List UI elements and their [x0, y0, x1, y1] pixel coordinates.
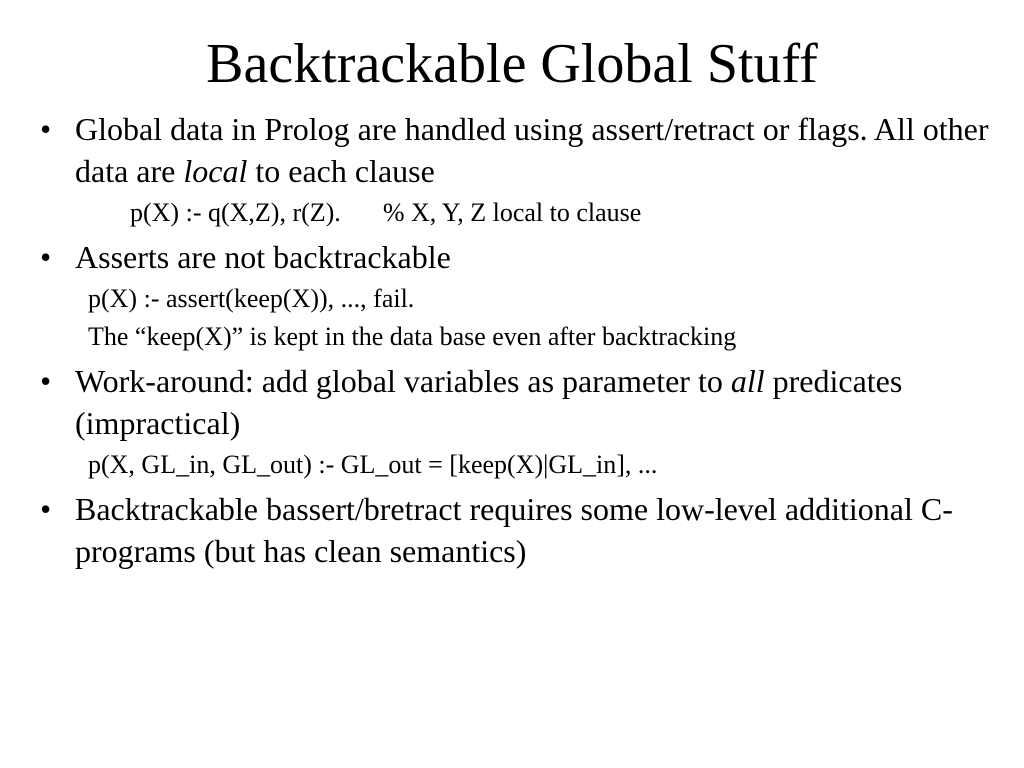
bullet-text-part: Work-around: add global variables as parameter to — [75, 363, 731, 399]
bullet-text-part: predicates (impractical) — [75, 363, 903, 441]
bullet-text: Asserts are not backtrackable — [75, 239, 451, 275]
bullet-text: Backtrackable bassert/bretract requires some low-level additional C-programs (but has clean semantics) — [75, 491, 953, 569]
bullet-text-part: Global data in Prolog are handled using assert/retract or flags. All other data are — [75, 111, 989, 189]
bullet-bassert — [40, 488, 1000, 572]
bullet-work-around — [40, 360, 1000, 444]
code-example-global-params: p(X, GL_in, GL_out) :- GL_out = [keep(X)|GL_in], ... — [88, 450, 658, 479]
code-example-assert: p(X) :- assert(keep(X)), ..., fail. — [88, 284, 415, 313]
bullet-dot-icon: • — [40, 111, 52, 147]
slide-body — [40, 108, 1000, 576]
bullet-global-data — [40, 108, 1000, 192]
bullet-dot-icon: • — [40, 239, 52, 275]
slide-title: Backtrackable Global Stuff — [206, 33, 818, 95]
bullet-dot-icon: • — [40, 363, 52, 399]
code-snippet: p(X) :- q(X,Z), r(Z). — [130, 198, 341, 227]
bullet-asserts — [40, 236, 1000, 278]
bullet-text-part: to each clause — [247, 153, 435, 189]
bullet-dot-icon: • — [40, 491, 52, 527]
sub-note-keep: The “keep(X)” is kept in the data base even after backtracking — [88, 322, 737, 351]
bullet-text-emphasis: local — [183, 153, 248, 189]
bullet-text-emphasis: all — [730, 363, 765, 399]
code-example-local-vars — [40, 198, 1000, 228]
code-comment: % X, Y, Z local to clause — [382, 198, 642, 227]
